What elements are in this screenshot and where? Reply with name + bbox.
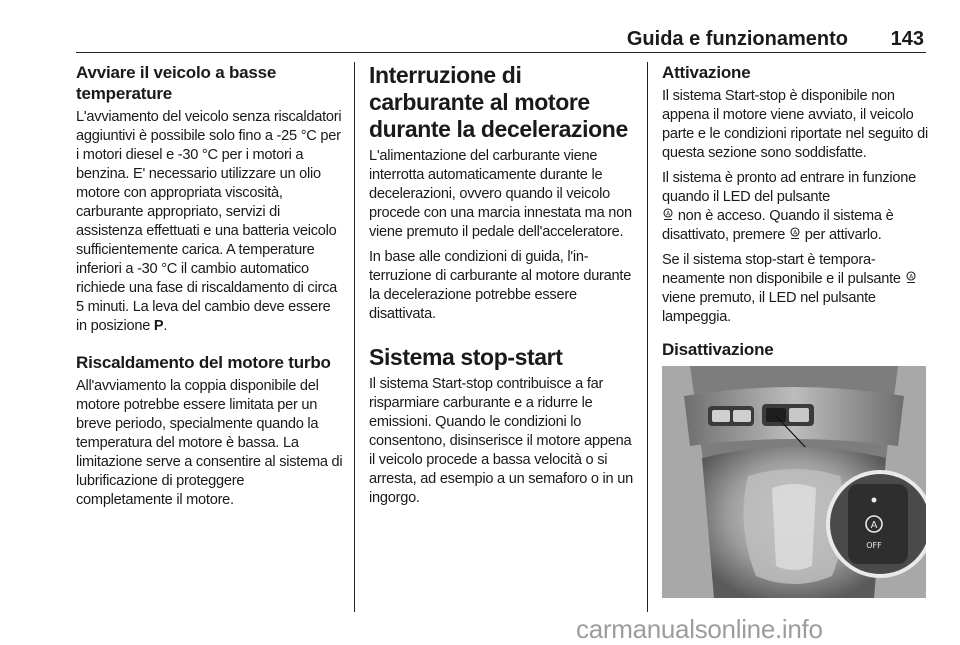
heading-deactivation: Disattivazione bbox=[662, 340, 774, 359]
svg-text:A: A bbox=[793, 229, 797, 237]
paragraph-activation-2 bbox=[662, 169, 928, 245]
paragraph-text: non è acceso. Quando il sistema è disattivato, premere bbox=[662, 208, 894, 243]
paragraph-text: . bbox=[163, 318, 168, 334]
gear-position-p: P bbox=[153, 318, 164, 334]
column-3 bbox=[662, 62, 928, 598]
paragraph-fuel-cutoff-2: In base alle condizioni di guida, l'interruzione di carburante al motore durante la decelerazione potrebbe essere disattivata. bbox=[369, 249, 632, 322]
page-header bbox=[76, 26, 926, 53]
column-divider-1 bbox=[354, 62, 355, 612]
paragraph-text: L'avviamento del veicolo senza riscaldatori aggiuntivi è possibile solo fino a -25 °C per i motori diesel e -30 °C per i motori a benzina. E' necessario utilizzare un olio motore con appropriata viscosità, carburante appropriato, servizi di assistenza effettuati e una batteria veicolo sufficientemente carica. A temperature inferiori a -30 °C il cambio automatico richiede una fase di riscaldamento di circa 5 minuti. La leva del cambio deve essere in posizione bbox=[76, 109, 342, 334]
heading-turbo-warmup: Riscaldamento del motore turbo bbox=[76, 353, 331, 372]
heading-stop-start: Sistema stop-start bbox=[369, 344, 563, 370]
paragraph-text: per attivarlo. bbox=[804, 227, 882, 243]
paragraph-stop-start: Il sistema Start-stop contribuisce a far risparmiare carburante e a ridurre le emissioni. Quando le condizioni lo consentono, disinserisce il motore appena il veicolo procede a bassa velocità o si arresta, ad esempio a un semaforo o in un ingorgo. bbox=[369, 376, 633, 506]
section-title: Guida e funzionamento bbox=[626, 28, 848, 50]
svg-text:A: A bbox=[870, 520, 878, 531]
off-button-label: OFF bbox=[866, 541, 882, 550]
heading-cold-start: Avviare il veicolo a basse temperature bbox=[76, 63, 277, 103]
paragraph-activation-1: Il sistema Start-stop è disponibile non appena il motore viene avviato, il veicolo parte e le condizioni riportate nel seguito di questa sezione sono soddisfatte. bbox=[662, 88, 928, 161]
paragraph-text: viene premuto, il LED nel pulsante lampeggia. bbox=[662, 290, 876, 325]
paragraph-cold-start bbox=[76, 108, 344, 336]
page-number: 143 bbox=[890, 28, 924, 50]
svg-text:A: A bbox=[666, 210, 670, 218]
watermark-text: carmanualsonline.info bbox=[576, 614, 823, 644]
stop-start-icon bbox=[662, 208, 674, 221]
paragraph-turbo-warmup: All'avviamento la coppia disponibile del motore potrebbe essere limitata per un breve periodo, specialmente quando la temperatura del motore è bassa. La limitazione serve a consentire al sistema di lubrificazione di proteggere completamente il motore. bbox=[76, 378, 343, 508]
column-2 bbox=[369, 62, 635, 514]
paragraph-text: Se il sistema stop-start è temporaneamente non disponibile e il pulsante bbox=[662, 252, 901, 287]
column-1 bbox=[76, 62, 344, 516]
paragraph-activation-3 bbox=[662, 251, 928, 327]
paragraph-text: Il sistema è pronto ad entrare in funzione quando il LED del pulsante bbox=[662, 170, 916, 205]
column-divider-2 bbox=[647, 62, 648, 612]
paragraph-fuel-cutoff-1: L'alimentazione del carburante viene interrotta automaticamente durante le decelerazioni, ovvero quando il veicolo procede con una marcia innestata ma non viene premuto il pedale dell'acceleratore. bbox=[369, 148, 632, 240]
heading-fuel-cutoff: Interruzione di carburante al motore durante la decelerazione bbox=[369, 62, 628, 142]
center-console-photo bbox=[662, 366, 926, 598]
svg-text:A: A bbox=[908, 273, 913, 281]
stop-start-icon bbox=[789, 227, 801, 240]
center-console-illustration bbox=[662, 366, 926, 598]
heading-activation: Attivazione bbox=[662, 63, 751, 82]
stop-start-icon bbox=[905, 271, 917, 284]
